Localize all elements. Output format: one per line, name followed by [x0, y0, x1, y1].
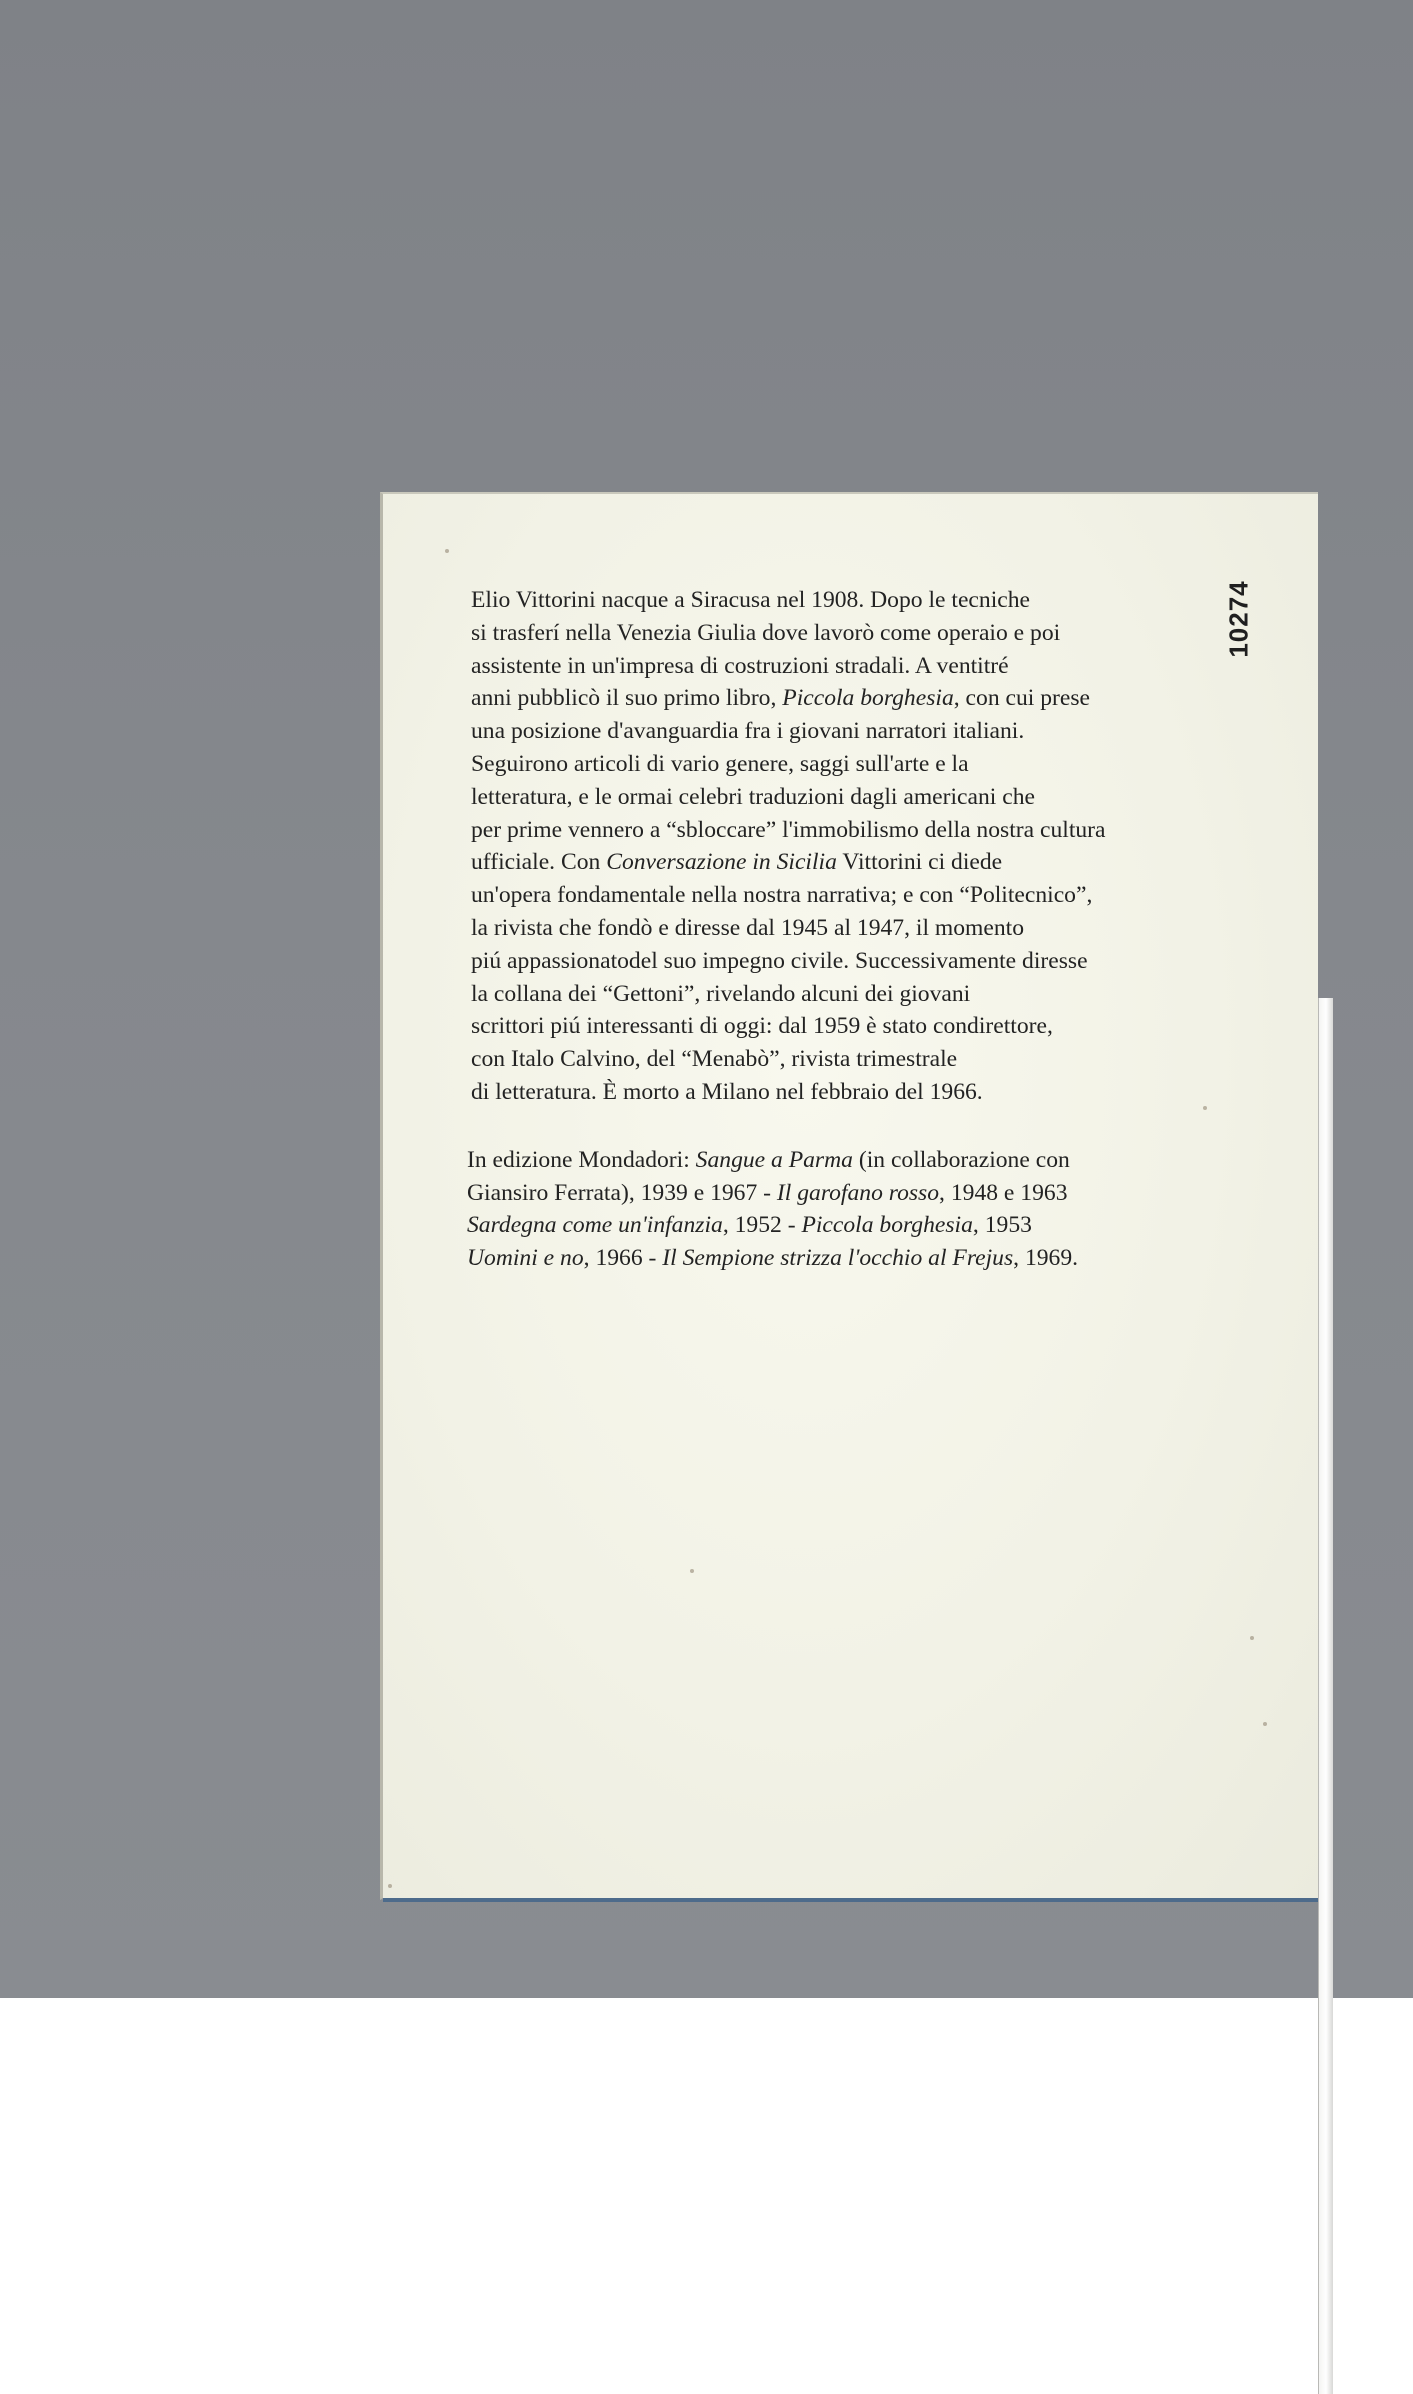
bio-line	[471, 584, 1231, 617]
bio-line	[471, 781, 1231, 814]
bio-line	[471, 715, 1231, 748]
text-segment: Elio Vittorini nacque a Siracusa nel 1908. Dopo le tecniche	[471, 587, 1030, 613]
book-title-reference: Il Sempione strizza l'occhio al Frejus	[662, 1244, 1014, 1271]
text-segment: con Italo Calvino, del “Menabò”, rivista trimestrale	[471, 1046, 958, 1073]
book-back-cover-scan	[380, 492, 1302, 1904]
book-title-reference: Piccola borghesia	[782, 685, 954, 712]
text-segment: una posizione d'avanguardia fra i giovani narratori italiani.	[471, 718, 1025, 745]
bio-line	[471, 650, 1231, 683]
text-segment: letteratura, e le ormai celebri traduzioni dagli americani che	[471, 783, 1035, 810]
text-segment: Vittorini ci diede	[836, 849, 1003, 876]
bio-line	[471, 1076, 1231, 1109]
text-segment: per prime vennero a “sbloccare” l'immobilismo della nostra cultura	[471, 816, 1106, 843]
bio-line	[471, 617, 1231, 650]
book-title-reference: Sardegna come un'infanzia	[467, 1212, 723, 1238]
book-title-reference: Il garofano rosso	[776, 1179, 940, 1206]
text-segment: Seguirono articoli di vario genere, saggi sull'arte e la	[471, 750, 969, 777]
text-segment: piú appassionatodel suo impegno civile. Successivamente diresse	[471, 947, 1088, 974]
text-segment: , 1966 -	[583, 1244, 663, 1271]
bibliography-line	[467, 1177, 1227, 1210]
text-segment: In edizione Mondadori:	[467, 1147, 696, 1173]
book-title-reference: Sangue a Parma	[695, 1147, 853, 1173]
text-segment: , 1952 -	[722, 1212, 802, 1238]
text-segment: un'opera fondamentale nella nostra narrativa; e con “Politecnico”,	[471, 882, 1093, 909]
bio-line	[471, 748, 1231, 781]
text-segment: , 1948 e 1963	[939, 1179, 1068, 1206]
text-segment: si trasferí nella Venezia Giulia dove lavorò come operaio e poi	[471, 619, 1061, 646]
book-title-reference: Conversazione in Sicilia	[606, 849, 837, 876]
book-title-reference: Uomini e no	[467, 1244, 584, 1271]
text-segment: scrittori piú interessanti di oggi: dal 1959 è stato condirettore,	[471, 1013, 1053, 1040]
paper-speck	[445, 549, 449, 553]
text-segment: ufficiale. Con	[471, 849, 607, 876]
bio-line	[471, 1010, 1231, 1043]
book-title-reference: Piccola borghesia	[801, 1212, 973, 1238]
bio-line	[471, 912, 1231, 945]
bibliography-line	[467, 1144, 1227, 1177]
author-biography	[471, 584, 1231, 1109]
text-segment: anni pubblicò il suo primo libro,	[471, 685, 783, 712]
text-segment: , con cui prese	[953, 685, 1091, 712]
text-segment: di letteratura. È morto a Milano nel febbraio del 1966.	[471, 1078, 983, 1105]
paper-speck	[1263, 1722, 1267, 1726]
catalog-number: 10274	[1223, 580, 1254, 658]
paper-speck	[1250, 1636, 1254, 1640]
text-segment: (in collaborazione con	[852, 1147, 1070, 1173]
text-segment: assistente in un'impresa di costruzioni stradali. A ventitré	[471, 652, 1009, 679]
text-segment: , 1969.	[1013, 1244, 1079, 1271]
page-block-edge	[1318, 998, 1333, 2394]
paper-speck	[388, 1884, 392, 1888]
text-segment: la collana dei “Gettoni”, rivelando alcuni dei giovani	[471, 980, 971, 1007]
bio-line	[471, 879, 1231, 912]
bio-line	[471, 846, 1231, 879]
text-segment: la rivista che fondò e diresse dal 1945 al 1947, il momento	[471, 914, 1025, 941]
bibliography-list	[467, 1144, 1227, 1274]
bibliography-line	[467, 1242, 1227, 1275]
text-segment: Giansiro Ferrata), 1939 e 1967 -	[467, 1179, 777, 1206]
paper-speck	[690, 1569, 694, 1573]
bibliography-line	[467, 1209, 1227, 1242]
bio-line	[471, 682, 1231, 715]
text-segment: , 1953	[972, 1212, 1032, 1238]
bio-line	[471, 1043, 1231, 1076]
bio-line	[471, 978, 1231, 1011]
paper-speck	[1203, 1106, 1207, 1110]
bio-line	[471, 814, 1231, 847]
bio-line	[471, 945, 1231, 978]
back-cover	[380, 492, 1318, 1900]
